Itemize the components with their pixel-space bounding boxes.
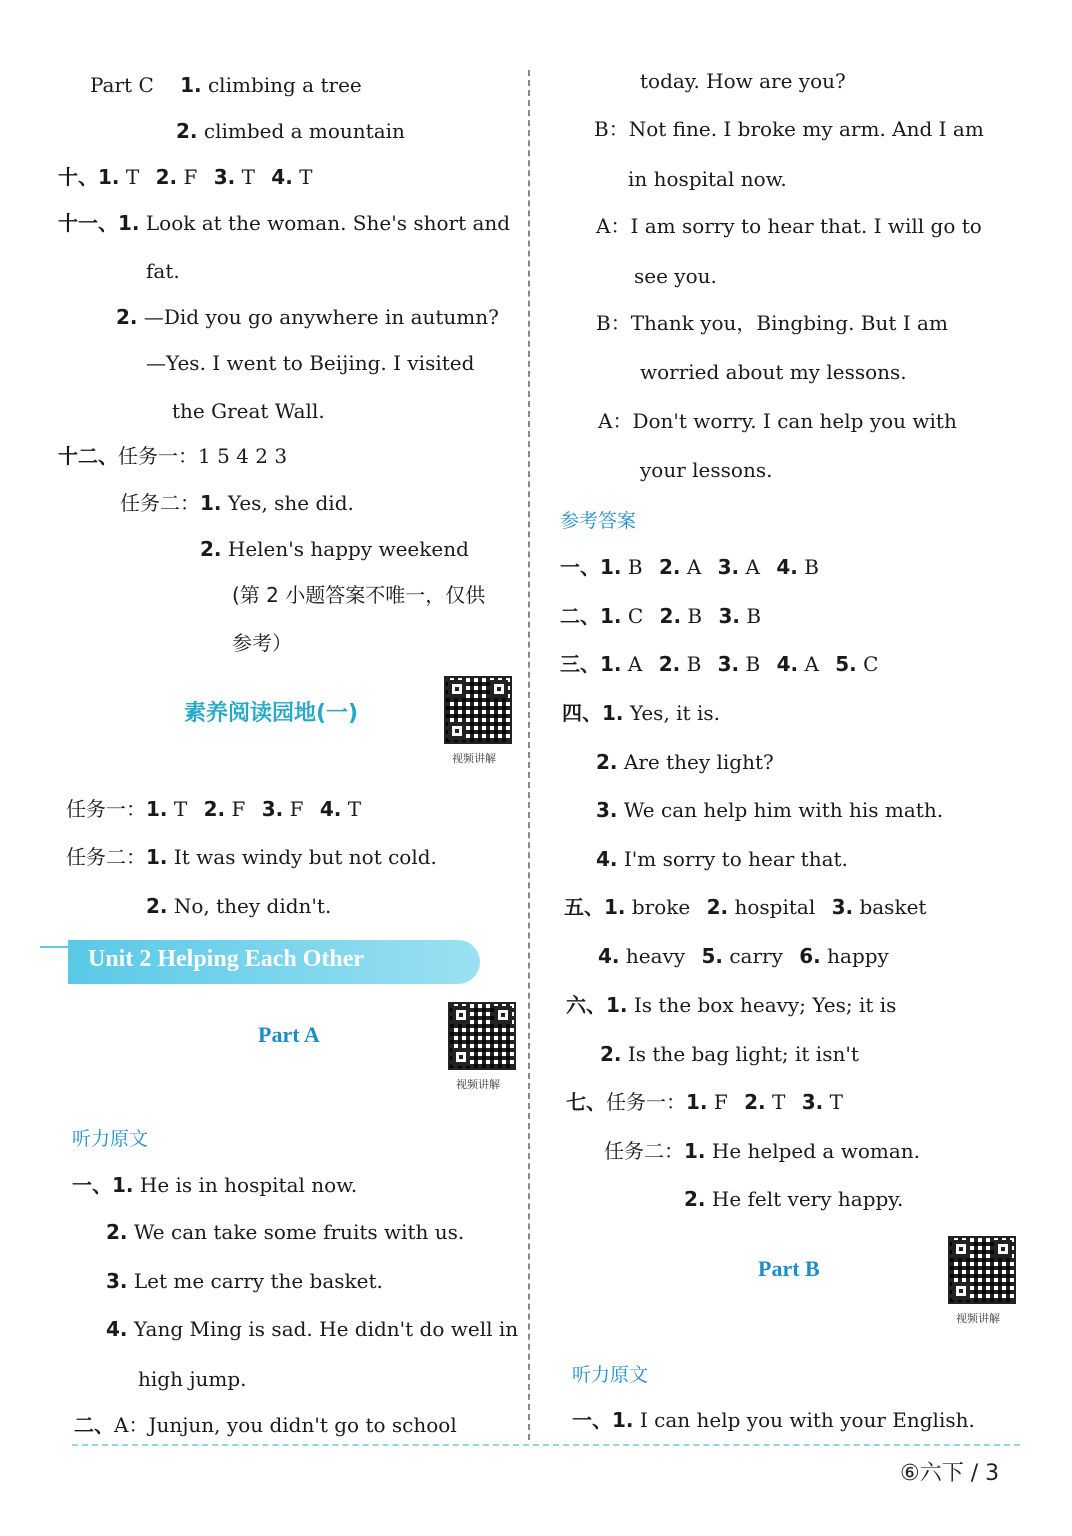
dialogue-3b: see you. — [634, 264, 717, 288]
dialogue-5a: A：Don't worry. I can help you with — [598, 409, 957, 433]
dialogue-2b: in hospital now. — [628, 167, 787, 191]
qr-code-icon[interactable] — [444, 676, 512, 744]
listening-title-b: 听力原文 — [572, 1364, 649, 1386]
listening-1-1: 一、1. He is in hospital now. — [72, 1173, 358, 1197]
answer-7-task2-2: 2. He felt very happy. — [684, 1187, 904, 1211]
answer-7-task2-1: 任务二：1. He helped a woman. — [604, 1139, 920, 1163]
part-a-title: Part A — [258, 1022, 320, 1047]
part-b-title: Part B — [758, 1256, 820, 1281]
qr-code-icon[interactable] — [448, 1002, 516, 1070]
q11-line-5: the Great Wall. — [172, 399, 325, 423]
answer-5-row1: 五、1. broke 2. hospital 3. basket — [564, 895, 927, 919]
listening-b-1-1: 一、1. I can help you with your English. — [572, 1408, 975, 1432]
q12-task2-1: 任务二：1. Yes, she did. — [120, 491, 354, 515]
answer-4-3: 3. We can help him with his math. — [596, 798, 944, 822]
answer-5-row2: 4. heavy 5. carry 6. happy — [598, 944, 889, 968]
q12-note-1: (第 2 小题答案不唯一，仅供 — [232, 583, 486, 607]
reading-section-title: 素养阅读园地(一) — [184, 701, 359, 726]
partc-line-2: 2. climbed a mountain — [176, 119, 405, 143]
answer-1: 一、1. B 2. A 3. A 4. B — [560, 555, 819, 579]
column-divider — [528, 70, 530, 1440]
listening-1-3: 3. Let me carry the basket. — [106, 1269, 383, 1293]
qr-caption: 视频讲解 — [956, 1312, 1000, 1325]
answer-6-1: 六、1. Is the box heavy; Yes; it is — [566, 993, 897, 1017]
q11-line-3: 2. —Did you go anywhere in autumn? — [116, 305, 499, 329]
reading-task2-1: 任务二：1. It was windy but not cold. — [66, 845, 437, 869]
answers-title: 参考答案 — [560, 510, 637, 532]
q11-line-1: 十一、1. Look at the woman. She's short and — [58, 211, 511, 235]
q12-note-2: 参考） — [232, 631, 292, 655]
q11-line-4: —Yes. I went to Beijing. I visited — [146, 351, 475, 375]
qr-caption: 视频讲解 — [452, 752, 496, 765]
answer-4-1: 四、1. Yes, it is. — [562, 701, 720, 725]
unit-banner: Unit 2 Helping Each Other — [68, 940, 480, 984]
listening-1-4: 4. Yang Ming is sad. He didn't do well in — [106, 1317, 519, 1341]
answer-7-task1: 七、任务一：1. F 2. T 3. T — [566, 1090, 843, 1114]
dialogue-3a: A：I am sorry to hear that. I will go to — [596, 214, 982, 238]
q12-task1: 十二、任务一：1 5 4 2 3 — [58, 444, 288, 468]
qr-code-icon[interactable] — [948, 1236, 1016, 1304]
listening-1-4b: high jump. — [138, 1367, 247, 1391]
page-number: ⑥六下 / 3 — [900, 1461, 1000, 1486]
listening-title: 听力原文 — [72, 1128, 149, 1150]
listening-2-a: 二、A：Junjun, you didn't go to school — [74, 1413, 457, 1437]
dialogue-4b: worried about my lessons. — [640, 360, 907, 384]
q10-answers: 十、1. T 2. F 3. T 4. T — [58, 165, 313, 189]
qr-caption: 视频讲解 — [456, 1078, 500, 1091]
dialogue-5b: your lessons. — [640, 458, 773, 482]
answer-2: 二、1. C 2. B 3. B — [560, 604, 762, 628]
q11-line-2: fat. — [146, 259, 180, 283]
dialogue-1: today. How are you? — [640, 69, 846, 93]
dialogue-2a: B：Not fine. I broke my arm. And I am — [594, 117, 984, 141]
dialogue-4a: B：Thank you，Bingbing. But I am — [596, 311, 948, 335]
answer-6-2: 2. Is the bag light; it isn't — [600, 1042, 859, 1066]
footer-divider — [72, 1444, 1020, 1446]
answer-4-2: 2. Are they light? — [596, 750, 774, 774]
answer-4-4: 4. I'm sorry to hear that. — [596, 847, 848, 871]
q12-task2-2: 2. Helen's happy weekend — [200, 537, 469, 561]
partc-line-1: Part C 1. climbing a tree — [90, 73, 362, 97]
reading-task2-2: 2. No, they didn't. — [146, 894, 332, 918]
reading-task1: 任务一：1. T 2. F 3. F 4. T — [66, 797, 362, 821]
listening-1-2: 2. We can take some fruits with us. — [106, 1220, 465, 1244]
answer-3: 三、1. A 2. B 3. B 4. A 5. C — [560, 652, 879, 676]
